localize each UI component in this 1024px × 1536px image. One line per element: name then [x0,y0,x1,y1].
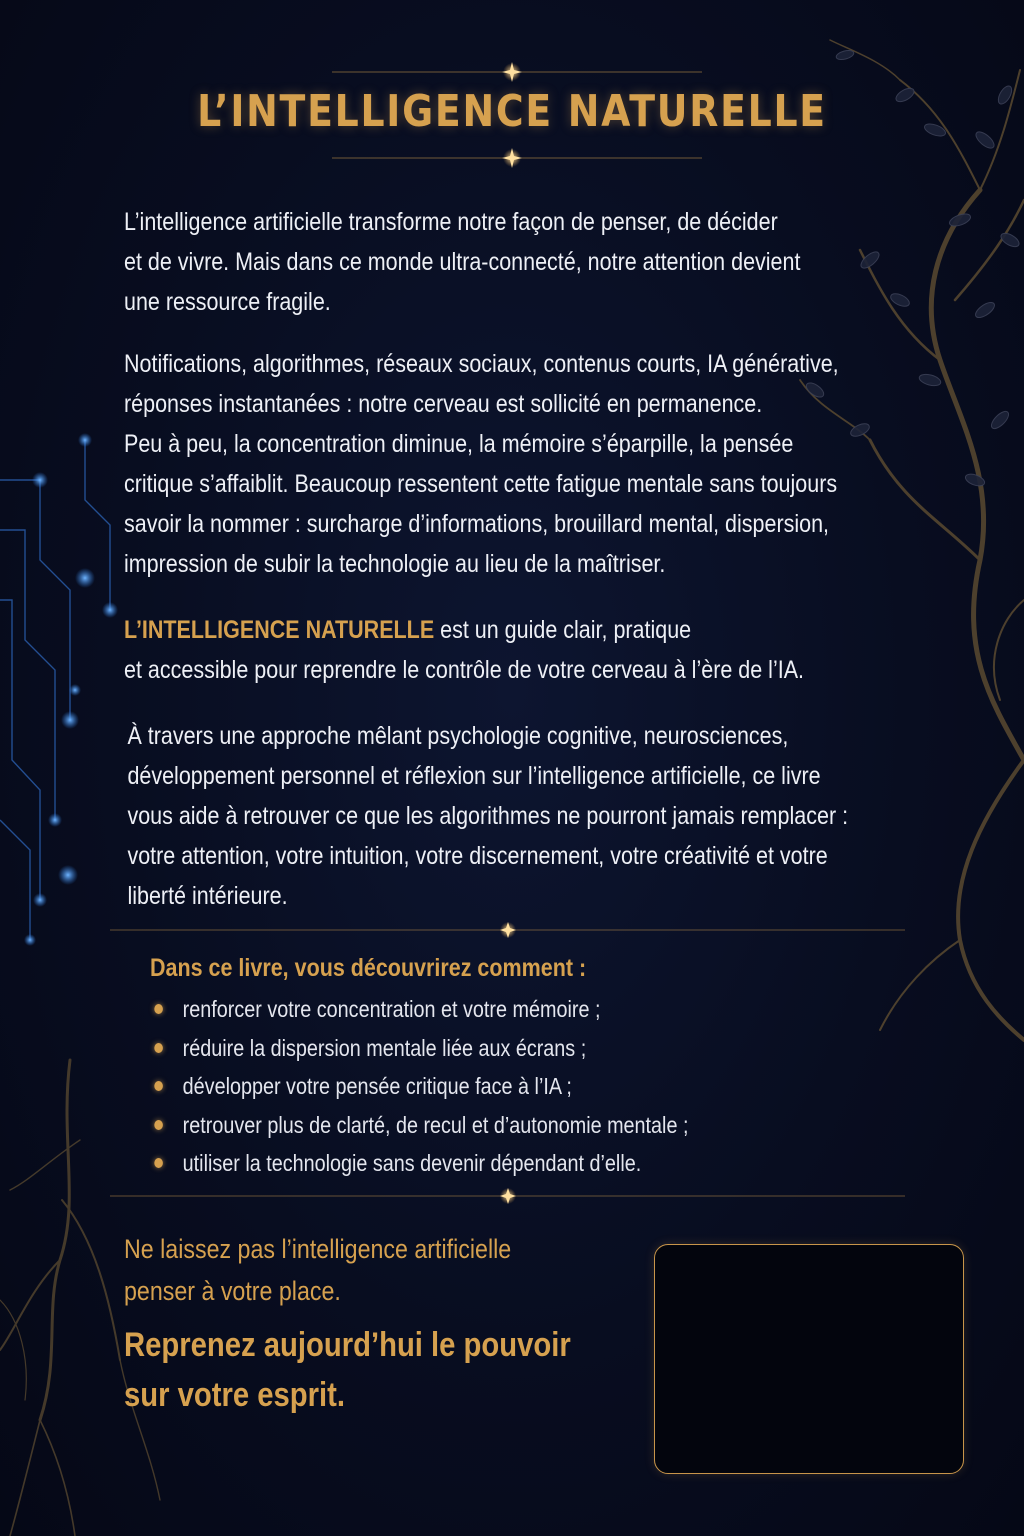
text-line: liberté intérieure. [127,882,288,910]
text-line: développement personnel et réflexion sur l’intelligence artificielle, ce livre [127,762,821,790]
text-line: une ressource fragile. [124,288,331,316]
list-item-text: renforcer votre concentration et votre mémoire ; [182,996,601,1022]
paragraph-approach [127,716,901,916]
book-title: L’INTELLIGENCE NATURELLE [197,86,827,137]
barcode-placeholder-frame [654,1244,964,1474]
text-line: et accessible pour reprendre le contrôle de votre cerveau à l’ère de l’IA. [124,656,805,684]
list-item [150,1144,804,1183]
paragraph-intro [124,202,864,322]
sparkle-star-icon [500,1188,516,1204]
gold-dot-icon [154,1004,163,1014]
list-item-text: retrouver plus de clarté, de recul et d’autonomie mentale ; [182,1111,689,1138]
text-line: À travers une approche mêlant psychologie cognitive, neurosciences, [127,722,789,750]
gold-dot-icon [154,1120,163,1130]
list-item-text: réduire la dispersion mentale liée aux écrans ; [182,1034,587,1061]
list-item [150,1067,804,1106]
list-item [150,1029,804,1068]
paragraph-problem [124,344,864,584]
gold-dot-icon [154,1158,163,1168]
circuit-lines-icon [0,440,110,940]
sparkle-star-icon [502,62,522,82]
sparkle-star-icon [502,148,522,168]
tagline-line: Reprenez aujourd’hui le pouvoir [124,1326,571,1364]
list-item-text: utiliser la technologie sans devenir dépendant d’elle. [182,1150,642,1176]
benefits-section [150,950,804,1183]
closing-message [124,1228,571,1420]
text-line: Notifications, algorithmes, réseaux sociaux, contenus courts, IA générative, [124,350,839,378]
pitch-line-rest: est un guide clair, pratique [434,616,692,644]
closing-line: Ne laissez pas l’intelligence artificielle [124,1234,512,1264]
text-line: votre attention, votre intuition, votre discernement, votre créativité et votre [127,842,828,870]
gold-dot-icon [154,1043,163,1053]
closing-tagline [124,1320,571,1420]
text-line: L’intelligence artificielle transforme notre façon de penser, de décider [124,208,778,236]
text-line: savoir la nommer : surcharge d’informations, brouillard mental, dispersion, [124,510,830,538]
tagline-line: sur votre esprit. [124,1376,346,1414]
text-line: Peu à peu, la concentration diminue, la mémoire s’éparpille, la pensée [124,430,794,458]
text-line: critique s’affaiblit. Beaucoup ressentent cette fatigue mentale sans toujours [124,470,838,498]
benefits-heading: Dans ce livre, vous découvrirez comment : [150,954,587,982]
text-line: vous aide à retrouver ce que les algorithmes ne pourront jamais remplacer : [127,802,849,830]
list-item [150,1106,804,1145]
gold-dot-icon [154,1081,163,1091]
list-item-text: développer votre pensée critique face à l’IA ; [182,1073,572,1099]
list-item [150,990,804,1029]
benefits-list [150,990,804,1183]
circuit-nodes-icon [24,433,118,946]
closing-line: penser à votre place. [124,1276,341,1306]
text-line: réponses instantanées : notre cerveau est sollicité en permanence. [124,390,763,418]
sparkle-star-icon [500,922,516,938]
text-line: impression de subir la technologie au lieu de la maîtriser. [124,550,666,578]
text-line: et de vivre. Mais dans ce monde ultra-connecté, notre attention devient [124,248,801,276]
book-title-inline: L’INTELLIGENCE NATURELLE [124,616,435,644]
text-line [124,610,864,650]
paragraph-pitch [124,610,864,690]
